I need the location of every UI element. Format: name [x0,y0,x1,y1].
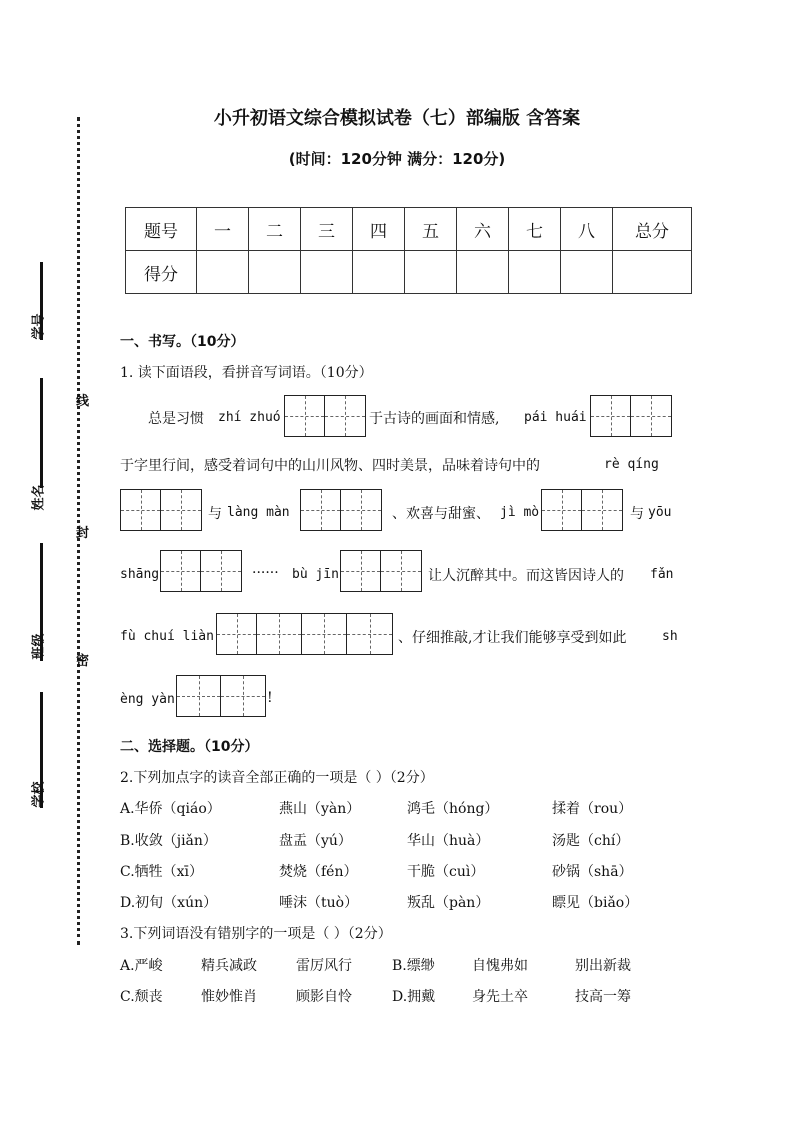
option-item: 干脆（cuì） [407,864,485,880]
score-input-cell[interactable] [613,251,692,294]
pinyin: pái huái [524,410,587,425]
pinyin: fù chuí liàn [120,629,214,644]
passage-text: 于古诗的画面和情感, [369,411,500,427]
option-item: D.拥戴 [392,989,436,1005]
table-cell: 八 [561,208,613,251]
score-table [125,207,692,294]
pinyin: jì mò [500,505,540,520]
answer-box[interactable] [120,489,202,531]
score-input-cell[interactable] [405,251,457,294]
score-input-cell[interactable] [301,251,353,294]
pinyin: fǎn [650,567,674,582]
student-id-label: 学号 [31,313,47,340]
option-item: 华山（huà） [407,833,490,849]
table-cell: 七 [509,208,561,251]
option-item: D.初旬（xún） [120,895,218,911]
score-input-cell[interactable] [249,251,301,294]
name-label: 姓名 [31,484,47,511]
option-item: 燕山（yàn） [279,801,361,817]
option-item: 焚烧（fén） [279,864,358,880]
answer-box[interactable] [284,395,366,437]
option-item: B.收敛（jiǎn） [120,833,217,849]
passage-text: 、欢喜与甜蜜、 [392,506,490,522]
table-cell: 得分 [126,251,197,294]
pinyin: sh [662,629,678,644]
section-2-heading: 二、选择题。（10分） [120,739,259,755]
passage-text: ! [267,690,273,706]
score-input-cell[interactable] [197,251,249,294]
option-item: 鸿毛（hóng） [407,801,499,817]
table-cell: 题号 [126,208,197,251]
passage-text: 与 [630,506,644,522]
question-3: 3.下列词语没有错别字的一项是（ ）（2分） [120,926,392,942]
passage-text: 、仔细推敲,才让我们能够享受到如此 [398,630,627,646]
option-item: 瞟见（biǎo） [552,895,639,911]
question-2: 2.下列加点字的读音全部正确的一项是（ ）（2分） [120,770,434,786]
table-cell: 三 [301,208,353,251]
pinyin: zhí zhuó [218,410,281,425]
option-item: 自愧弗如 [472,958,528,974]
passage-text: ······ [252,565,279,581]
option-item: A.严峻 [120,958,163,974]
exam-info: (时间：120分钟 满分：120分) [288,150,506,168]
option-item: C.牺牲（xī） [120,864,204,880]
table-cell: 二 [249,208,301,251]
class-label: 班级 [31,633,47,660]
option-item: 精兵减政 [201,958,257,974]
answer-box[interactable] [176,675,266,717]
mark-xian: 线 [76,394,90,409]
mark-feng: 封 [76,526,90,541]
table-cell: 六 [457,208,509,251]
option-item: 顾影自怜 [296,989,352,1005]
answer-box[interactable] [340,550,422,592]
table-row [126,251,692,294]
answer-box[interactable] [216,613,393,655]
pinyin: shāng [120,567,160,582]
pinyin: èng yàn [120,692,175,707]
school-label: 学校 [31,781,47,808]
option-item: 身先土卒 [472,989,528,1005]
passage-text: 总是习惯 [148,411,204,427]
mark-mi: 密 [76,654,90,669]
option-item: 盘盂（yú） [279,833,352,849]
name-line [40,378,43,488]
option-item: C.颓丧 [120,989,163,1005]
score-input-cell[interactable] [561,251,613,294]
answer-box[interactable] [160,550,242,592]
option-item: 惟妙惟肖 [201,989,257,1005]
score-input-cell[interactable] [457,251,509,294]
table-cell: 一 [197,208,249,251]
answer-box[interactable] [590,395,672,437]
table-cell: 五 [405,208,457,251]
option-item: 雷厉风行 [296,958,352,974]
page-title: 小升初语文综合模拟试卷（七）部编版 含答案 [213,108,581,129]
pinyin: bù jīn [292,567,339,582]
pinyin: làng màn [227,505,290,520]
score-input-cell[interactable] [353,251,405,294]
answer-box[interactable] [300,489,382,531]
passage-text: 让人沉醉其中。而这皆因诗人的 [428,568,624,584]
score-input-cell[interactable] [509,251,561,294]
option-item: 汤匙（chí） [552,833,630,849]
answer-box[interactable] [541,489,623,531]
pinyin: rè qíng [604,457,659,472]
option-item: B.缥缈 [392,958,435,974]
option-item: 叛乱（pàn） [407,895,490,911]
option-item: 别出新裁 [575,958,631,974]
table-cell: 四 [353,208,405,251]
option-item: 揉着（rou） [552,801,633,817]
table-row [126,208,692,251]
passage-text: 与 [208,506,222,522]
pinyin: yōu [648,505,672,520]
passage-text: 于字里行间，感受着词句中的山川风物、四时美景，品味着诗句中的 [120,458,540,474]
option-item: 砂锅（shā） [552,864,633,880]
question-1: 1. 读下面语段，看拼音写词语。（10分） [120,365,373,381]
section-1-heading: 一、书写。（10分） [120,334,245,350]
option-item: A.华侨（qiáo） [120,801,221,817]
table-cell: 总分 [613,208,692,251]
option-item: 唾沫（tuò） [279,895,359,911]
option-item: 技高一筹 [575,989,631,1005]
